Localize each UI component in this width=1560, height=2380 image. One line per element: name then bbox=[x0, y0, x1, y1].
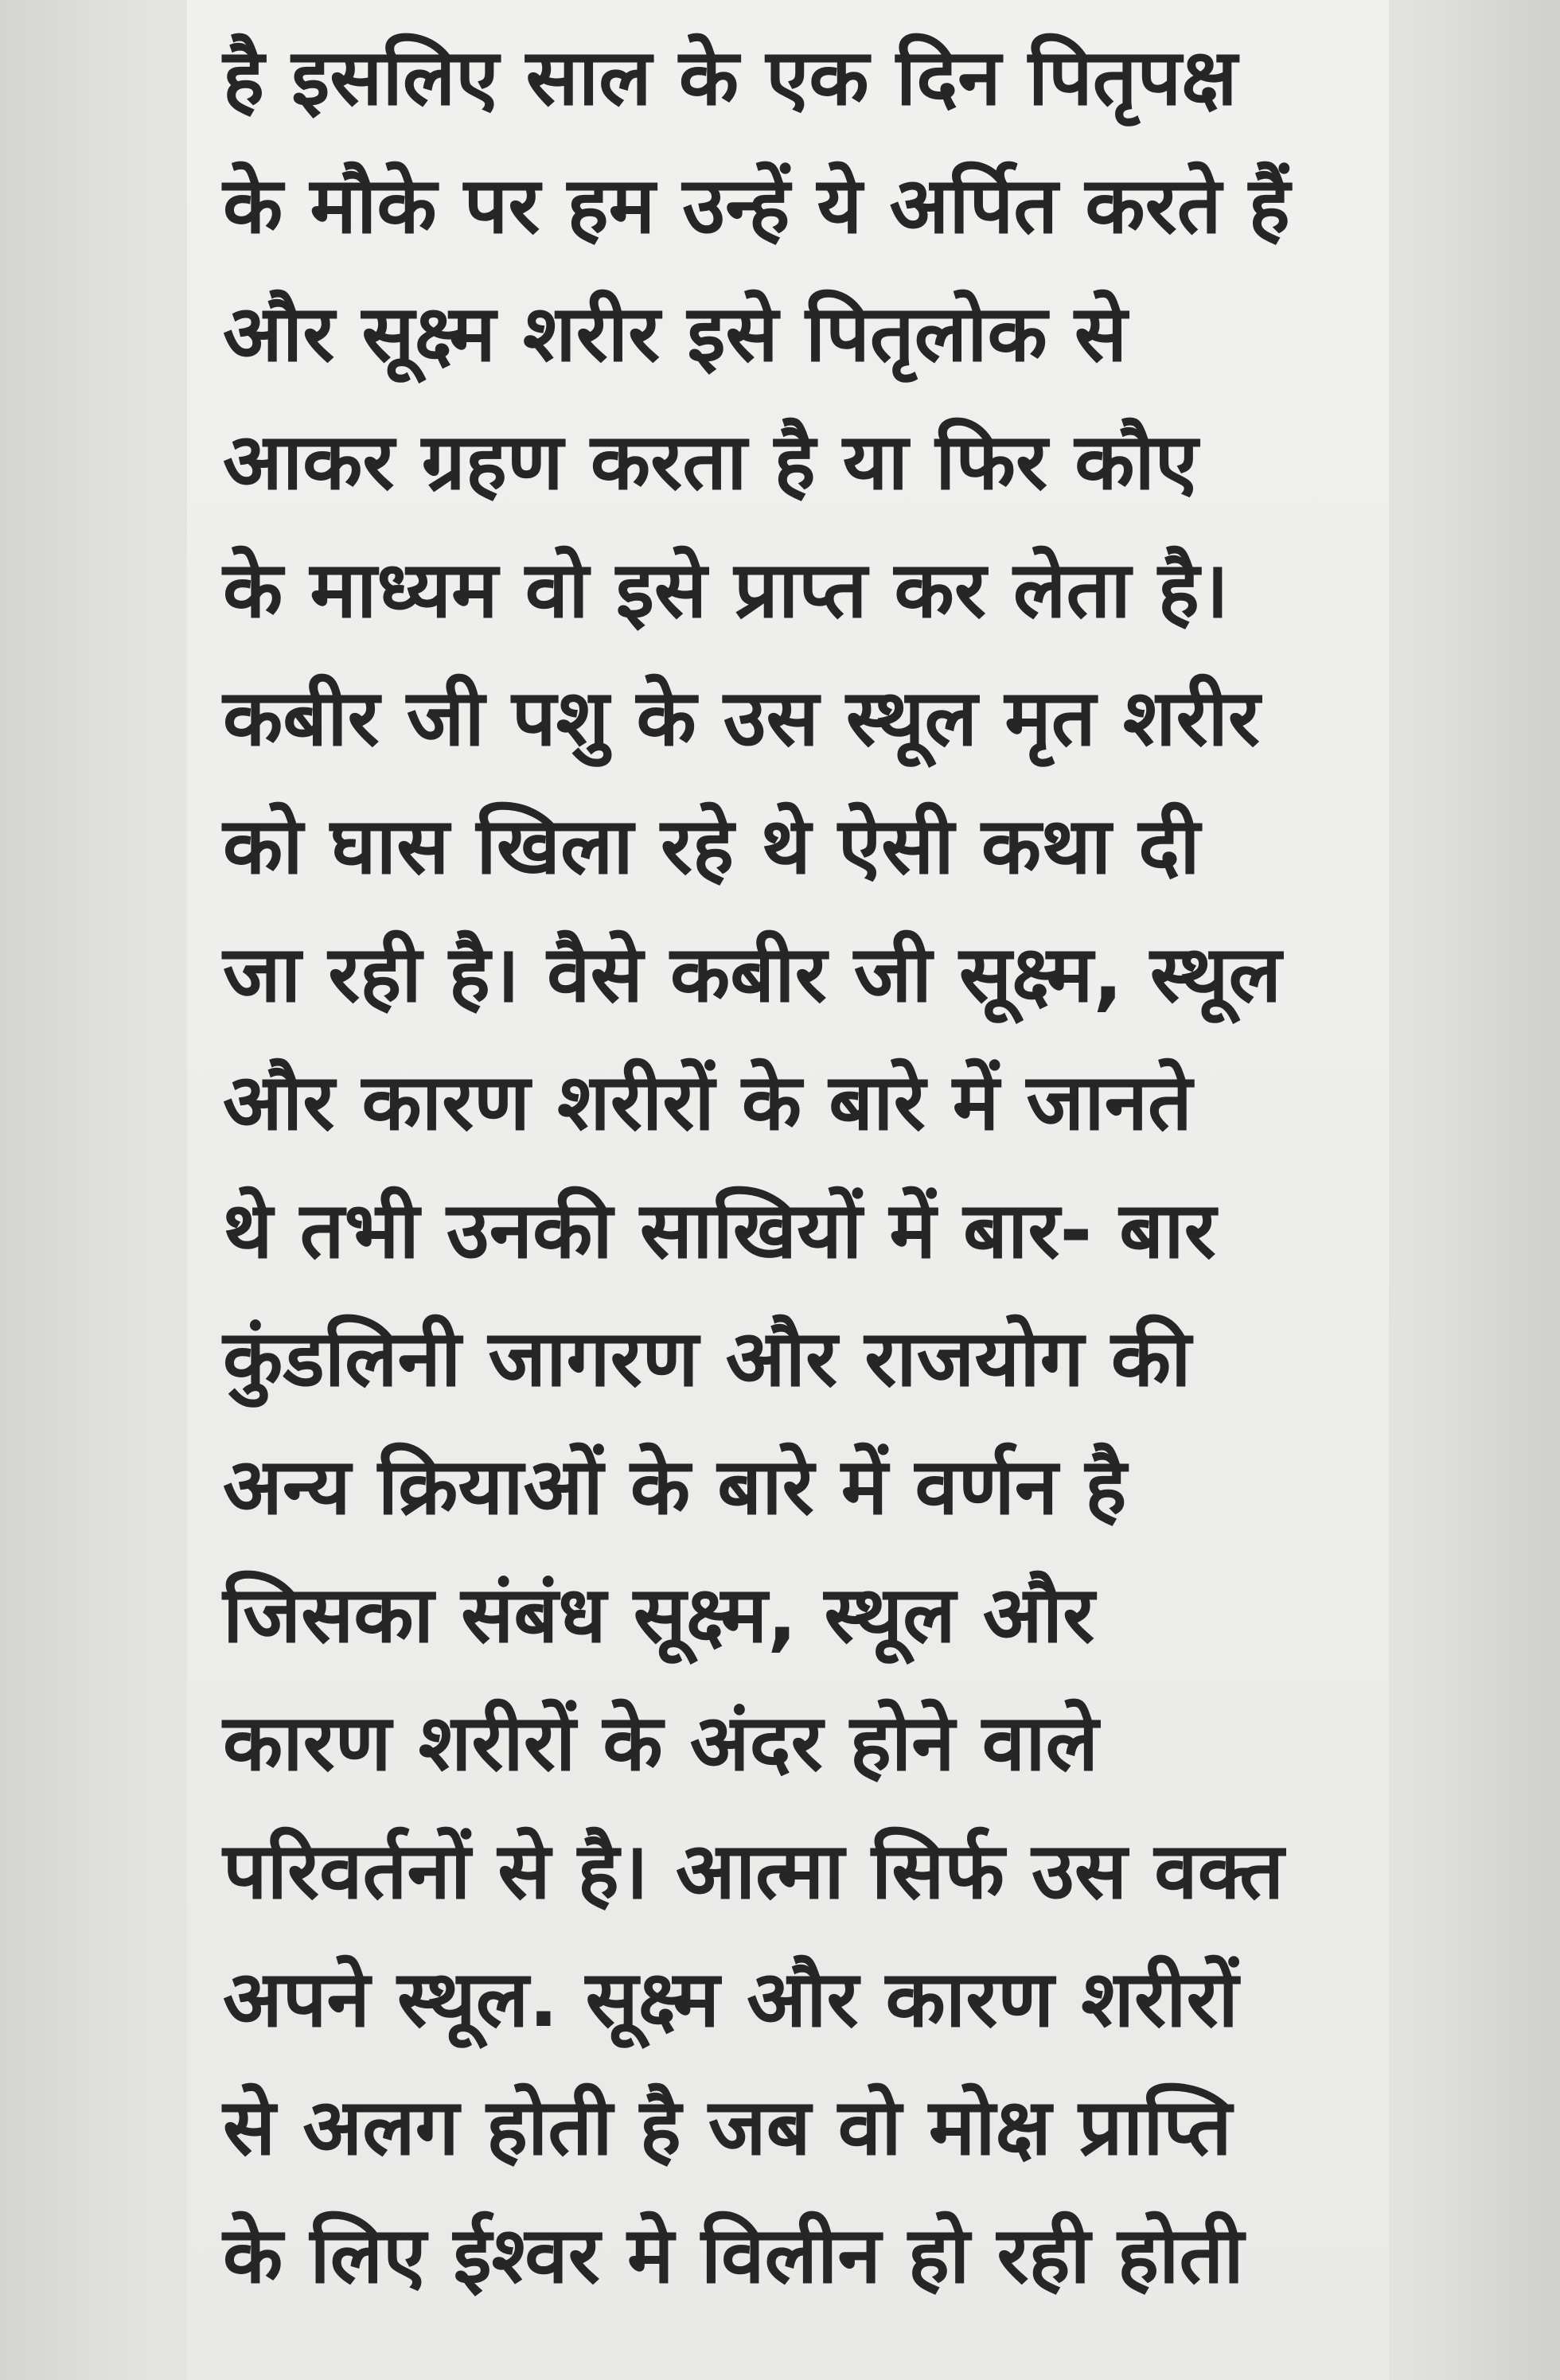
text-line: कबीर जी पशु के उस स्थूल मृत शरीर bbox=[223, 673, 1261, 764]
article-text bbox=[223, 14, 1393, 2320]
text-line: और सूक्ष्म शरीर इसे पितृलोक से bbox=[223, 289, 1128, 380]
text-line: को घास खिला रहे थे ऐसी कथा दी bbox=[223, 801, 1200, 892]
text-line: अन्य क्रियाओं के बारे में वर्णन है bbox=[223, 1442, 1127, 1533]
text-line: और कारण शरीरों के बारे में जानते bbox=[223, 1058, 1192, 1148]
text-line: जिसका संबंध सूक्ष्म, स्थूल और bbox=[223, 1570, 1095, 1661]
text-line: अपने स्थूल. सूक्ष्म और कारण शरीरों bbox=[223, 1954, 1238, 2045]
text-line: थे तभी उनकी साखियों में बार- बार bbox=[223, 1186, 1216, 1276]
text-line: के माध्यम वो इसे प्राप्त कर लेता है। bbox=[223, 545, 1230, 636]
text-line: परिवर्तनों से है। आत्मा सिर्फ उस वक्त bbox=[223, 1826, 1285, 1917]
text-line: आकर ग्रहण करता है या फिर कौए bbox=[223, 417, 1199, 508]
text-line: जा रही है। वैसे कबीर जी सूक्ष्म, स्थूल bbox=[223, 929, 1282, 1020]
text-line: कारण शरीरों के अंदर होने वाले bbox=[223, 1698, 1099, 1789]
text-line: के लिए ईश्वर मे विलीन हो रही होती bbox=[223, 2211, 1244, 2301]
text-line: के मौके पर हम उन्हें ये अर्पित करते हैं bbox=[223, 161, 1290, 251]
text-line: से अलग होती है जब वो मोक्ष प्राप्ति bbox=[223, 2082, 1232, 2173]
text-line: है इसलिए साल के एक दिन पितृपक्ष bbox=[223, 33, 1238, 123]
text-line: कुंडलिनी जागरण और राजयोग की bbox=[223, 1314, 1191, 1404]
